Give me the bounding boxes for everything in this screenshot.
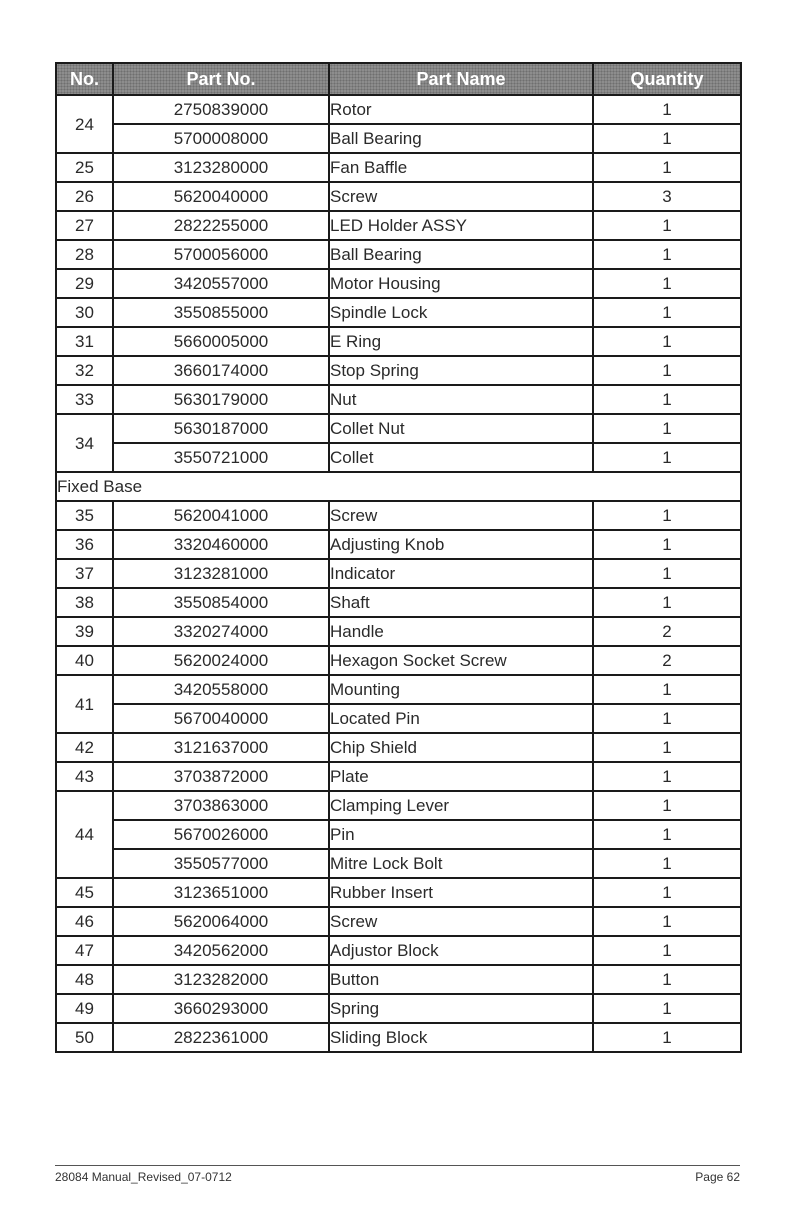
quantity: 1 [593,269,741,298]
part-name: Pin [329,820,593,849]
part-number: 3420558000 [113,675,329,704]
table-row [56,240,741,269]
part-number: 3320274000 [113,617,329,646]
table-row [56,559,741,588]
table-row [56,762,741,791]
part-name: Mitre Lock Bolt [329,849,593,878]
item-number: 25 [56,153,113,182]
quantity: 1 [593,733,741,762]
part-name: Shaft [329,588,593,617]
table-row [56,965,741,994]
part-name: Stop Spring [329,356,593,385]
quantity: 1 [593,153,741,182]
part-name: Clamping Lever [329,791,593,820]
section-row [56,472,741,501]
item-number: 39 [56,617,113,646]
part-name: Collet [329,443,593,472]
item-number: 32 [56,356,113,385]
quantity: 2 [593,646,741,675]
item-number: 47 [56,936,113,965]
item-number: 28 [56,240,113,269]
part-number: 3550721000 [113,443,329,472]
quantity: 1 [593,356,741,385]
part-name: Rotor [329,95,593,124]
part-number: 3123281000 [113,559,329,588]
part-number: 5700008000 [113,124,329,153]
table-row [56,443,741,472]
part-number: 5620024000 [113,646,329,675]
part-name: Mounting [329,675,593,704]
table-row [56,936,741,965]
item-number: 38 [56,588,113,617]
part-number: 2822361000 [113,1023,329,1052]
part-number: 3660293000 [113,994,329,1023]
quantity: 2 [593,617,741,646]
part-number: 2822255000 [113,211,329,240]
part-name: Adjusting Knob [329,530,593,559]
quantity: 1 [593,1023,741,1052]
part-name: Hexagon Socket Screw [329,646,593,675]
quantity: 1 [593,559,741,588]
quantity: 1 [593,327,741,356]
part-name: Plate [329,762,593,791]
part-number: 3550855000 [113,298,329,327]
table-row [56,733,741,762]
part-name: Screw [329,182,593,211]
table-row [56,994,741,1023]
part-number: 5620064000 [113,907,329,936]
part-number: 3420557000 [113,269,329,298]
item-number: 42 [56,733,113,762]
part-number: 3121637000 [113,733,329,762]
table-row [56,820,741,849]
quantity: 1 [593,820,741,849]
header-no: No. [56,63,113,95]
table-row [56,530,741,559]
item-number: 37 [56,559,113,588]
item-number: 49 [56,994,113,1023]
item-number: 46 [56,907,113,936]
footer-divider [55,1165,740,1166]
quantity: 1 [593,501,741,530]
table-row [56,182,741,211]
table-row [56,675,741,704]
part-name: LED Holder ASSY [329,211,593,240]
part-name: Spindle Lock [329,298,593,327]
table-row [56,878,741,907]
part-name: Collet Nut [329,414,593,443]
table-row [56,849,741,878]
part-name: Motor Housing [329,269,593,298]
table-row [56,588,741,617]
table-row [56,211,741,240]
part-name: Sliding Block [329,1023,593,1052]
part-name: Handle [329,617,593,646]
header-part-name: Part Name [329,63,593,95]
part-number: 3123280000 [113,153,329,182]
table-row [56,646,741,675]
quantity: 1 [593,414,741,443]
table-row [56,269,741,298]
parts-table [55,62,742,1053]
table-row [56,356,741,385]
item-number: 33 [56,385,113,414]
part-number: 3550854000 [113,588,329,617]
quantity: 1 [593,675,741,704]
part-number: 5630179000 [113,385,329,414]
header-quantity: Quantity [593,63,741,95]
part-name: Screw [329,501,593,530]
part-number: 5620041000 [113,501,329,530]
item-number: 27 [56,211,113,240]
item-number: 41 [56,675,113,733]
item-number: 40 [56,646,113,675]
item-number: 43 [56,762,113,791]
item-number: 45 [56,878,113,907]
table-row [56,501,741,530]
part-name: Indicator [329,559,593,588]
item-number: 50 [56,1023,113,1052]
item-number: 31 [56,327,113,356]
quantity: 1 [593,878,741,907]
footer-page-number: Page 62 [695,1170,740,1184]
quantity: 1 [593,965,741,994]
quantity: 1 [593,588,741,617]
quantity: 1 [593,994,741,1023]
table-row [56,95,741,124]
quantity: 1 [593,849,741,878]
parts-table-body [56,95,741,1052]
table-row [56,1023,741,1052]
item-number: 35 [56,501,113,530]
item-number: 34 [56,414,113,472]
quantity: 1 [593,95,741,124]
quantity: 1 [593,240,741,269]
part-name: Ball Bearing [329,240,593,269]
part-number: 5660005000 [113,327,329,356]
table-row [56,617,741,646]
table-row [56,704,741,733]
part-number: 5630187000 [113,414,329,443]
item-number: 48 [56,965,113,994]
quantity: 1 [593,385,741,414]
part-name: Adjustor Block [329,936,593,965]
table-row [56,298,741,327]
footer-document-id: 28084 Manual_Revised_07-0712 [55,1170,232,1184]
table-row [56,414,741,443]
table-row [56,327,741,356]
part-number: 3550577000 [113,849,329,878]
table-row [56,124,741,153]
quantity: 1 [593,791,741,820]
item-number: 44 [56,791,113,878]
part-name: Button [329,965,593,994]
quantity: 3 [593,182,741,211]
table-row [56,907,741,936]
part-name: Nut [329,385,593,414]
part-number: 3660174000 [113,356,329,385]
part-number: 5670026000 [113,820,329,849]
item-number: 30 [56,298,113,327]
quantity: 1 [593,762,741,791]
part-number: 2750839000 [113,95,329,124]
part-name: Fan Baffle [329,153,593,182]
table-header-row [56,63,741,95]
part-name: E Ring [329,327,593,356]
part-number: 5700056000 [113,240,329,269]
quantity: 1 [593,211,741,240]
item-number: 26 [56,182,113,211]
part-number: 3123651000 [113,878,329,907]
part-number: 3703863000 [113,791,329,820]
part-name: Rubber Insert [329,878,593,907]
part-number: 5620040000 [113,182,329,211]
quantity: 1 [593,124,741,153]
part-name: Spring [329,994,593,1023]
header-part-no: Part No. [113,63,329,95]
part-name: Screw [329,907,593,936]
part-number: 3420562000 [113,936,329,965]
part-name: Ball Bearing [329,124,593,153]
table-row [56,791,741,820]
item-number: 36 [56,530,113,559]
table-row [56,153,741,182]
quantity: 1 [593,936,741,965]
item-number: 29 [56,269,113,298]
section-label: Fixed Base [56,472,741,501]
part-name: Located Pin [329,704,593,733]
quantity: 1 [593,443,741,472]
item-number: 24 [56,95,113,153]
table-row [56,385,741,414]
quantity: 1 [593,907,741,936]
quantity: 1 [593,704,741,733]
part-number: 3703872000 [113,762,329,791]
part-name: Chip Shield [329,733,593,762]
part-number: 3123282000 [113,965,329,994]
quantity: 1 [593,298,741,327]
part-number: 3320460000 [113,530,329,559]
quantity: 1 [593,530,741,559]
part-number: 5670040000 [113,704,329,733]
